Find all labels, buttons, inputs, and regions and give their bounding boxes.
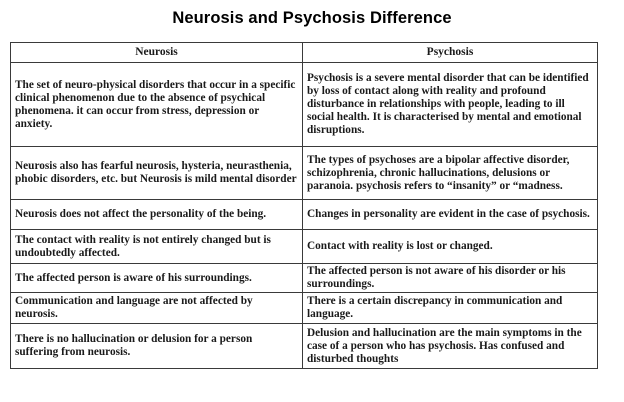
neurosis-cell: Neurosis does not affect the personality of the being. bbox=[11, 200, 303, 230]
table-row bbox=[11, 324, 598, 369]
neurosis-cell: The set of neuro-physical disorders that occur in a specific clinical phenomenon due to the absence of psychical phenomena. it can occur from stress, depression or anxiety. bbox=[11, 63, 303, 147]
psychosis-cell: Contact with reality is lost or changed. bbox=[303, 230, 598, 264]
psychosis-cell: Psychosis is a severe mental disorder that can be identified by loss of contact along with reality and profound disturbance in relationships with people, leading to ill social health. It is characterised by mental and emotional disruptions. bbox=[303, 63, 598, 147]
neurosis-cell: The contact with reality is not entirely changed but is undoubtedly affected. bbox=[11, 230, 303, 264]
psychosis-cell: The types of psychoses are a bipolar affective disorder, schizophrenia, chronic hallucinations, delusions or paranoia. psychosis refers to “insanity” or “madness. bbox=[303, 147, 598, 200]
comparison-table bbox=[10, 42, 598, 369]
table-row bbox=[11, 63, 598, 147]
column-header-psychosis: Psychosis bbox=[303, 43, 598, 63]
table-row bbox=[11, 293, 598, 324]
psychosis-cell: Changes in personality are evident in the case of psychosis. bbox=[303, 200, 598, 230]
psychosis-cell: The affected person is not aware of his disorder or his surroundings. bbox=[303, 264, 598, 293]
page-title: Neurosis and Psychosis Difference bbox=[172, 9, 452, 27]
neurosis-cell: Neurosis also has fearful neurosis, hysteria, neurasthenia, phobic disorders, etc. but Neurosis is mild mental disorder bbox=[11, 147, 303, 200]
psychosis-cell: Delusion and hallucination are the main symptoms in the case of a person who has psychosis. Has confused and disturbed thoughts bbox=[303, 324, 598, 369]
table-row bbox=[11, 230, 598, 264]
table-header-row bbox=[11, 43, 598, 63]
table-row bbox=[11, 264, 598, 293]
neurosis-cell: There is no hallucination or delusion for a person suffering from neurosis. bbox=[11, 324, 303, 369]
table-row bbox=[11, 147, 598, 200]
table-row bbox=[11, 200, 598, 230]
column-header-neurosis: Neurosis bbox=[11, 43, 303, 63]
neurosis-cell: The affected person is aware of his surroundings. bbox=[11, 264, 303, 293]
neurosis-cell: Communication and language are not affected by neurosis. bbox=[11, 293, 303, 324]
psychosis-cell: There is a certain discrepancy in communication and language. bbox=[303, 293, 598, 324]
